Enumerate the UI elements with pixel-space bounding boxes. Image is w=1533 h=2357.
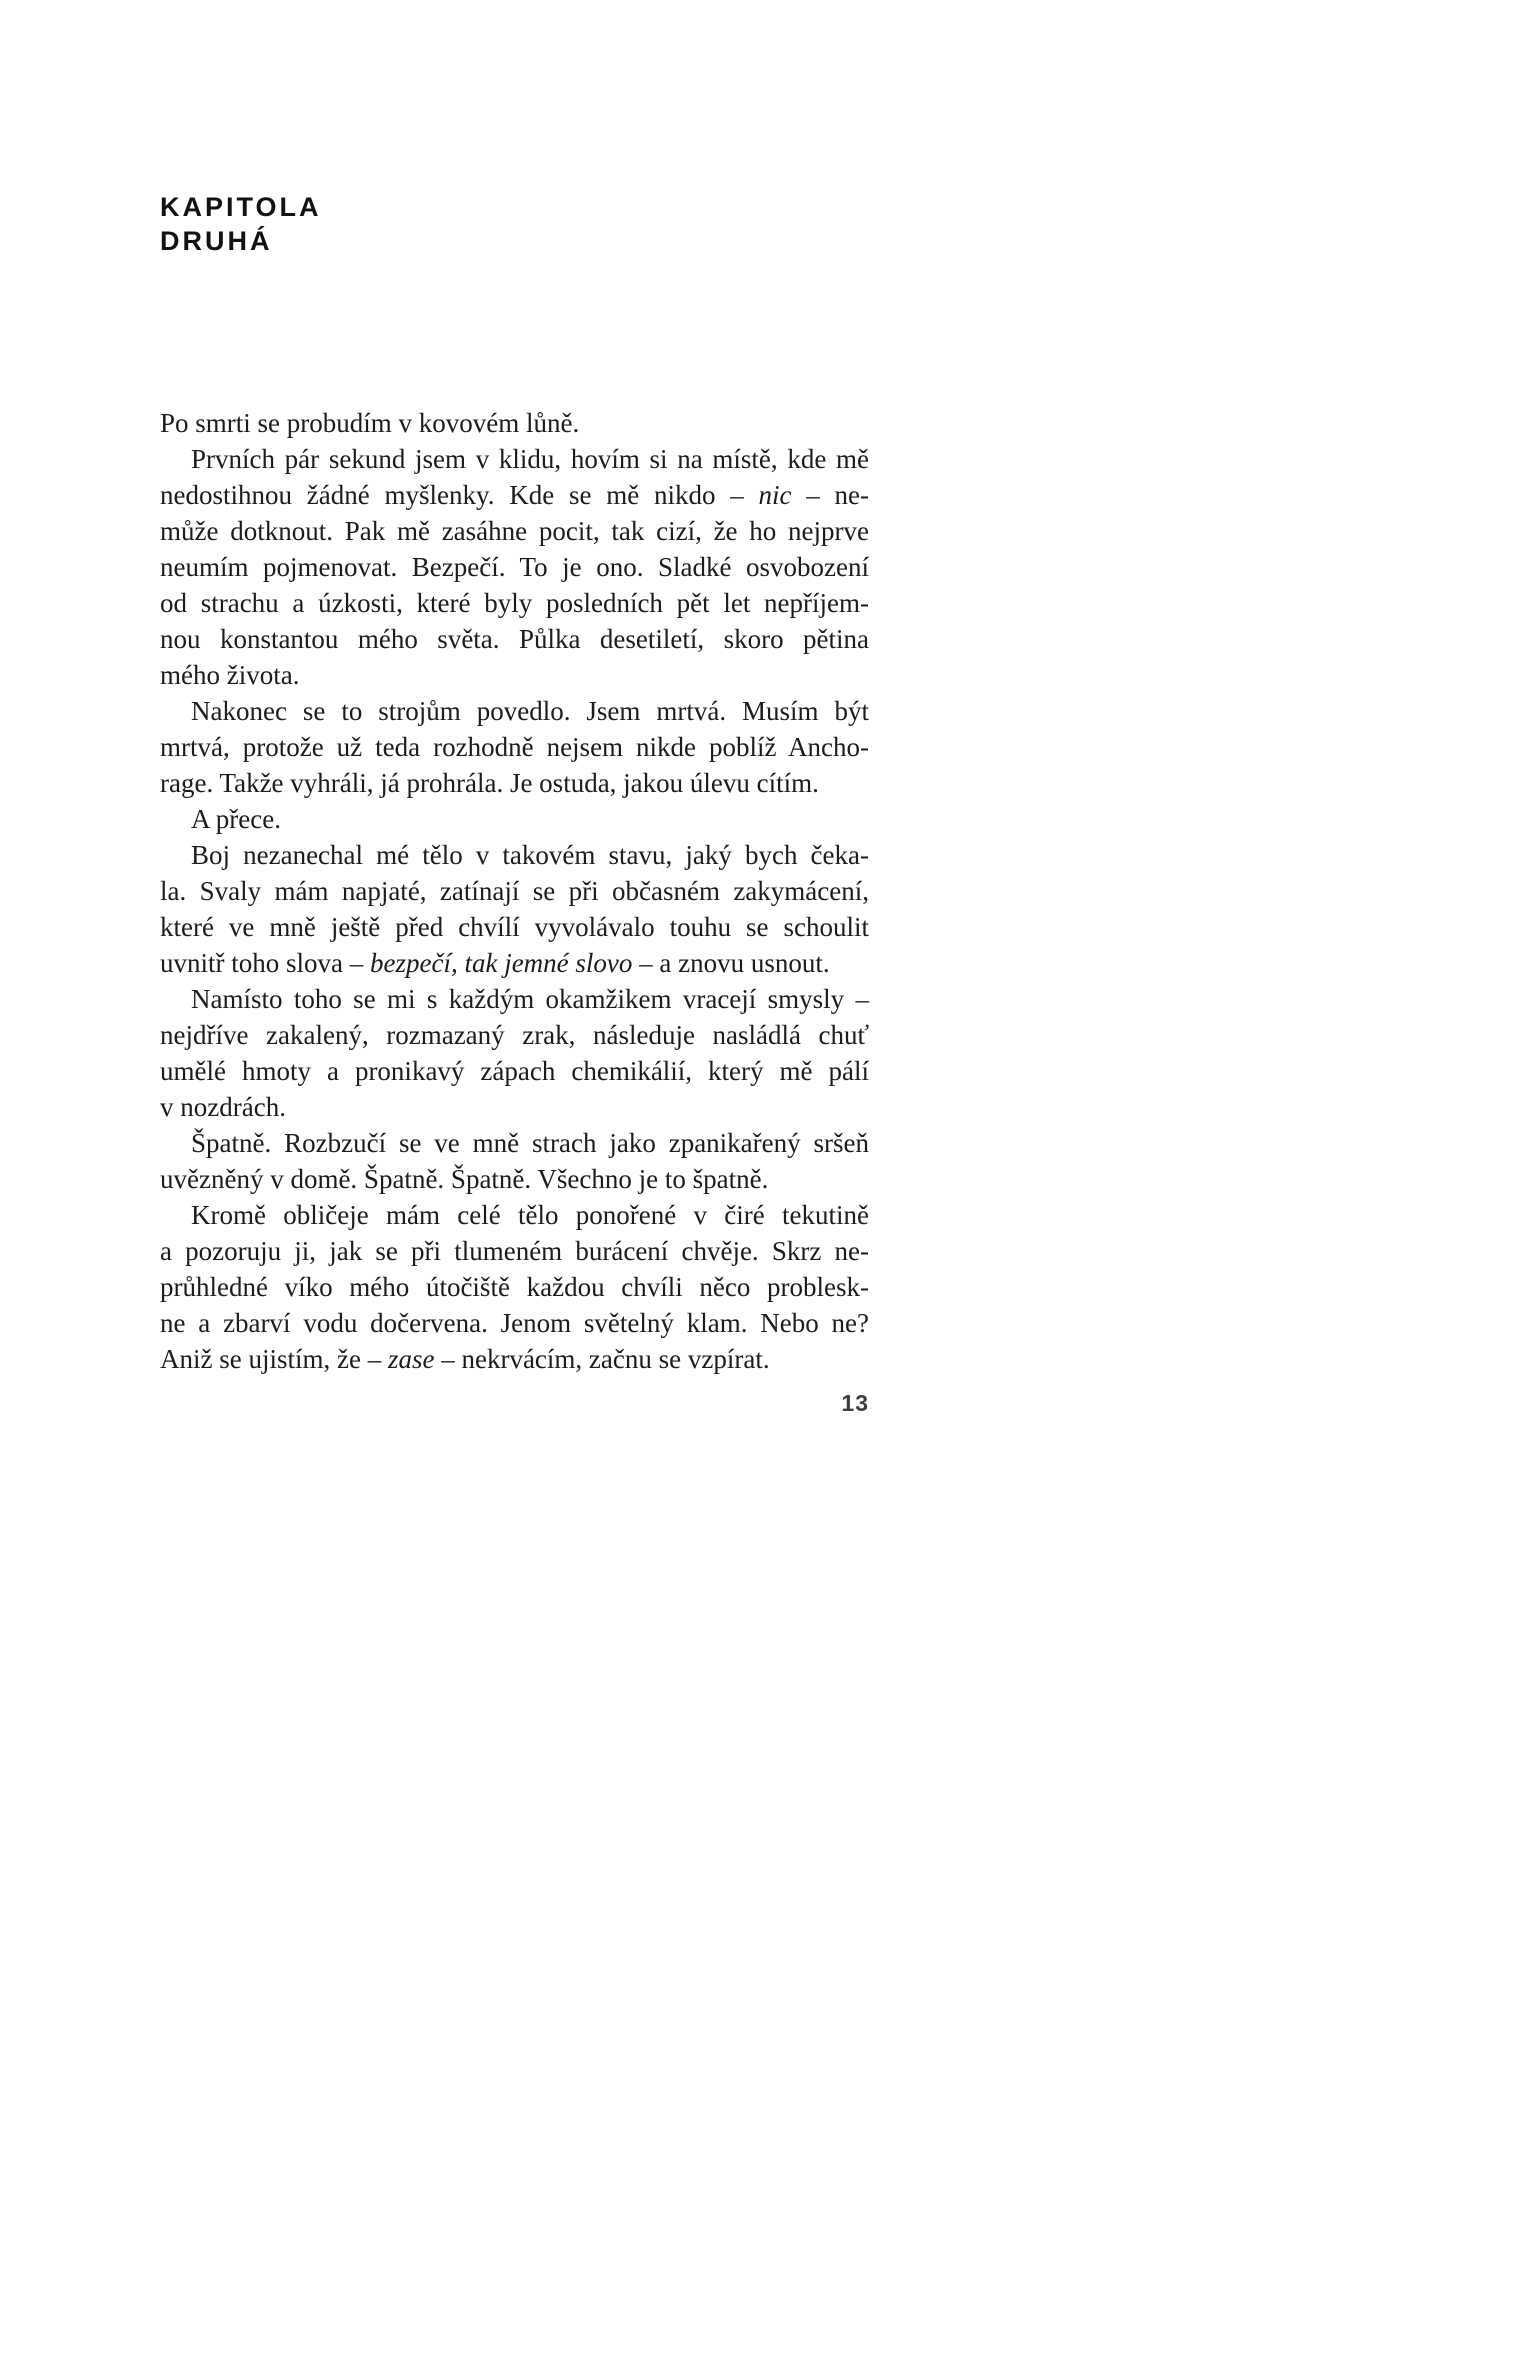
text-line	[160, 693, 869, 729]
text-segment: Namísto toho se mi s každým okamžikem vracejí smysly –	[191, 984, 869, 1014]
text-line	[160, 657, 869, 693]
text-segment: mrtvá, protože už teda rozhodně nejsem nikde poblíž Ancho-	[160, 732, 869, 762]
text-segment: – ne-	[791, 480, 869, 510]
text-segment: které ve mně ještě před chvílí vyvolávalo touhu se schoulit	[160, 912, 869, 942]
text-segment: nejdříve zakalený, rozmazaný zrak, následuje nasládlá chuť	[160, 1020, 869, 1050]
text-line	[160, 405, 869, 441]
text-line	[160, 837, 869, 873]
text-segment: – nekrvácím, začnu se vzpírat.	[434, 1344, 770, 1374]
text-line	[160, 1197, 869, 1233]
text-line	[160, 1161, 869, 1197]
text-line	[160, 801, 869, 837]
chapter-heading	[160, 190, 322, 258]
text-line	[160, 1053, 869, 1089]
page-number: 13	[841, 1390, 869, 1416]
text-segment: Prvních pár sekund jsem v klidu, hovím si na místě, kde mě	[191, 444, 869, 474]
text-segment: Špatně. Rozbzučí se ve mně strach jako zpanikařený sršeň	[191, 1128, 869, 1158]
text-segment: rage. Takže vyhráli, já prohrála. Je ostuda, jakou úlevu cítím.	[160, 768, 819, 798]
italic-text-segment: nic	[758, 480, 792, 510]
text-line	[160, 621, 869, 657]
text-line	[160, 873, 869, 909]
text-line	[160, 1017, 869, 1053]
paragraph	[160, 693, 869, 801]
text-line	[160, 1125, 869, 1161]
text-line	[160, 981, 869, 1017]
text-segment: Boj nezanechal mé tělo v takovém stavu, jaký bych čeka-	[191, 840, 869, 870]
text-segment: uvězněný v domě. Špatně. Špatně. Všechno je to špatně.	[160, 1164, 769, 1194]
body-text	[160, 405, 869, 1377]
text-line	[160, 1089, 869, 1125]
text-segment: Po smrti se probudím v kovovém lůně.	[160, 408, 580, 438]
text-line	[160, 1269, 869, 1305]
text-line	[160, 1341, 869, 1377]
text-line	[160, 945, 869, 981]
text-line	[160, 513, 869, 549]
text-segment: Aniž se ujistím, že –	[160, 1344, 388, 1374]
chapter-heading-line1: KAPITOLA	[160, 192, 322, 222]
text-line	[160, 1305, 869, 1341]
paragraph	[160, 801, 869, 837]
text-segment: neumím pojmenovat. Bezpečí. To je ono. Sladké osvobození	[160, 552, 869, 582]
text-line	[160, 585, 869, 621]
text-segment: Kromě obličeje mám celé tělo ponořené v čiré tekutině	[191, 1200, 869, 1230]
chapter-heading-line2: DRUHÁ	[160, 226, 273, 256]
paragraph	[160, 1197, 869, 1377]
text-line	[160, 765, 869, 801]
text-line	[160, 441, 869, 477]
text-segment: – a znovu usnout.	[632, 948, 830, 978]
text-segment: umělé hmoty a pronikavý zápach chemikálií, který mě pálí	[160, 1056, 869, 1086]
paragraph	[160, 1125, 869, 1197]
text-segment: uvnitř toho slova –	[160, 948, 370, 978]
paragraph	[160, 405, 869, 441]
text-segment: la. Svaly mám napjaté, zatínají se při občasném zakymácení,	[160, 876, 869, 906]
italic-text-segment: zase	[387, 1344, 435, 1374]
text-line	[160, 729, 869, 765]
paragraph	[160, 441, 869, 693]
text-line	[160, 909, 869, 945]
text-segment: mého života.	[160, 660, 300, 690]
paragraph	[160, 837, 869, 981]
text-segment: v nozdrách.	[160, 1092, 286, 1122]
italic-text-segment: bezpečí, tak jemné slovo	[370, 948, 633, 978]
text-segment: ne a zbarví vodu dočervena. Jenom světelný klam. Nebo ne?	[160, 1308, 869, 1338]
text-segment: nou konstantou mého světa. Půlka desetiletí, skoro pětina	[160, 624, 869, 654]
text-segment: od strachu a úzkosti, které byly posledních pět let nepříjem-	[160, 588, 869, 618]
text-line	[160, 1233, 869, 1269]
text-segment: A přece.	[191, 804, 281, 834]
text-segment: nedostihnou žádné myšlenky. Kde se mě nikdo –	[160, 480, 759, 510]
text-segment: může dotknout. Pak mě zasáhne pocit, tak cizí, že ho nejprve	[160, 516, 869, 546]
text-segment: průhledné víko mého útočiště každou chvíli něco problesk-	[160, 1272, 869, 1302]
paragraph	[160, 981, 869, 1125]
text-segment: Nakonec se to strojům povedlo. Jsem mrtvá. Musím být	[191, 696, 869, 726]
text-line	[160, 549, 869, 585]
text-segment: a pozoruju ji, jak se při tlumeném burácení chvěje. Skrz ne-	[160, 1236, 869, 1266]
text-line	[160, 477, 869, 513]
